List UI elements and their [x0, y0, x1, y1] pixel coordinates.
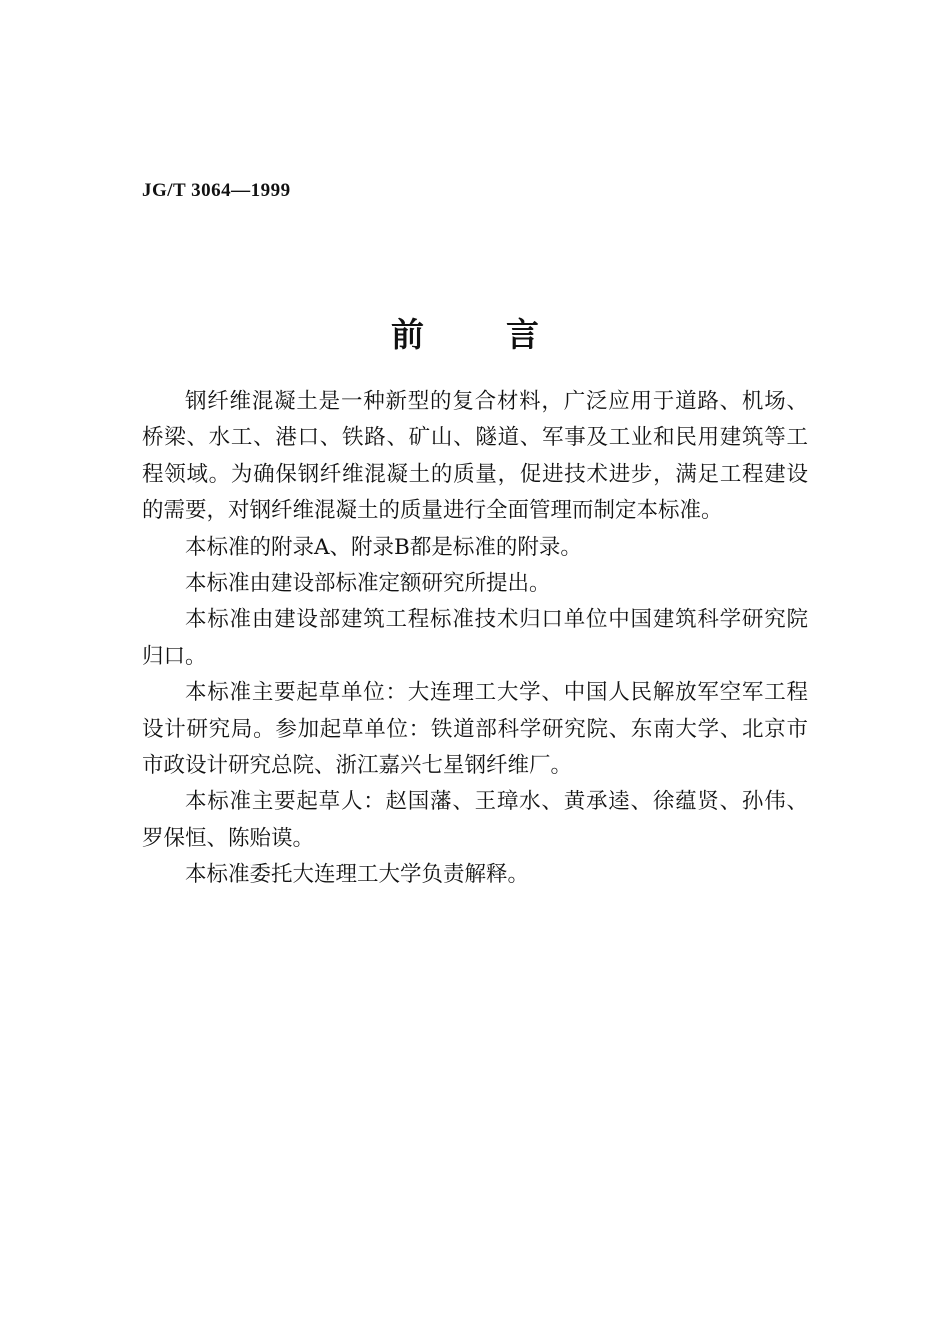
paragraph-administrator: 本标准由建设部建筑工程标准技术归口单位中国建筑科学研究院归口。 [142, 607, 808, 669]
preface-title: 前言 [391, 315, 621, 354]
standard-code: JG/T 3064—1999 [142, 180, 291, 201]
paragraph-purpose: 钢纤维混凝土是一种新型的复合材料，广泛应用于道路、机场、桥梁、水工、港口、铁路、矿山、隧道、军事及工业和民用建筑等工程领域。为确保钢纤维混凝土的质量，促进技术进步，满足工程建设的需要，对钢纤维混凝土的质量进行全面管理而制定本标准。 [142, 389, 808, 524]
paragraph-drafting-units: 本标准主要起草单位：大连理工大学、中国人民解放军空军工程设计研究局。参加起草单位：铁道部科学研究院、东南大学、北京市市政设计研究总院、浙江嘉兴七星钢纤维厂。 [142, 680, 808, 779]
paragraph-proposer: 本标准由建设部标准定额研究所提出。 [185, 571, 551, 597]
paragraph-drafters: 本标准主要起草人：赵国藩、王璋水、黄承逵、徐蕴贤、孙伟、罗保恒、陈贻谟。 [142, 789, 808, 851]
preface-body [142, 384, 808, 894]
paragraph-appendix: 本标准的附录A、附录B都是标准的附录。 [185, 534, 582, 560]
paragraph-interpretation: 本标准委托大连理工大学负责解释。 [185, 862, 530, 888]
